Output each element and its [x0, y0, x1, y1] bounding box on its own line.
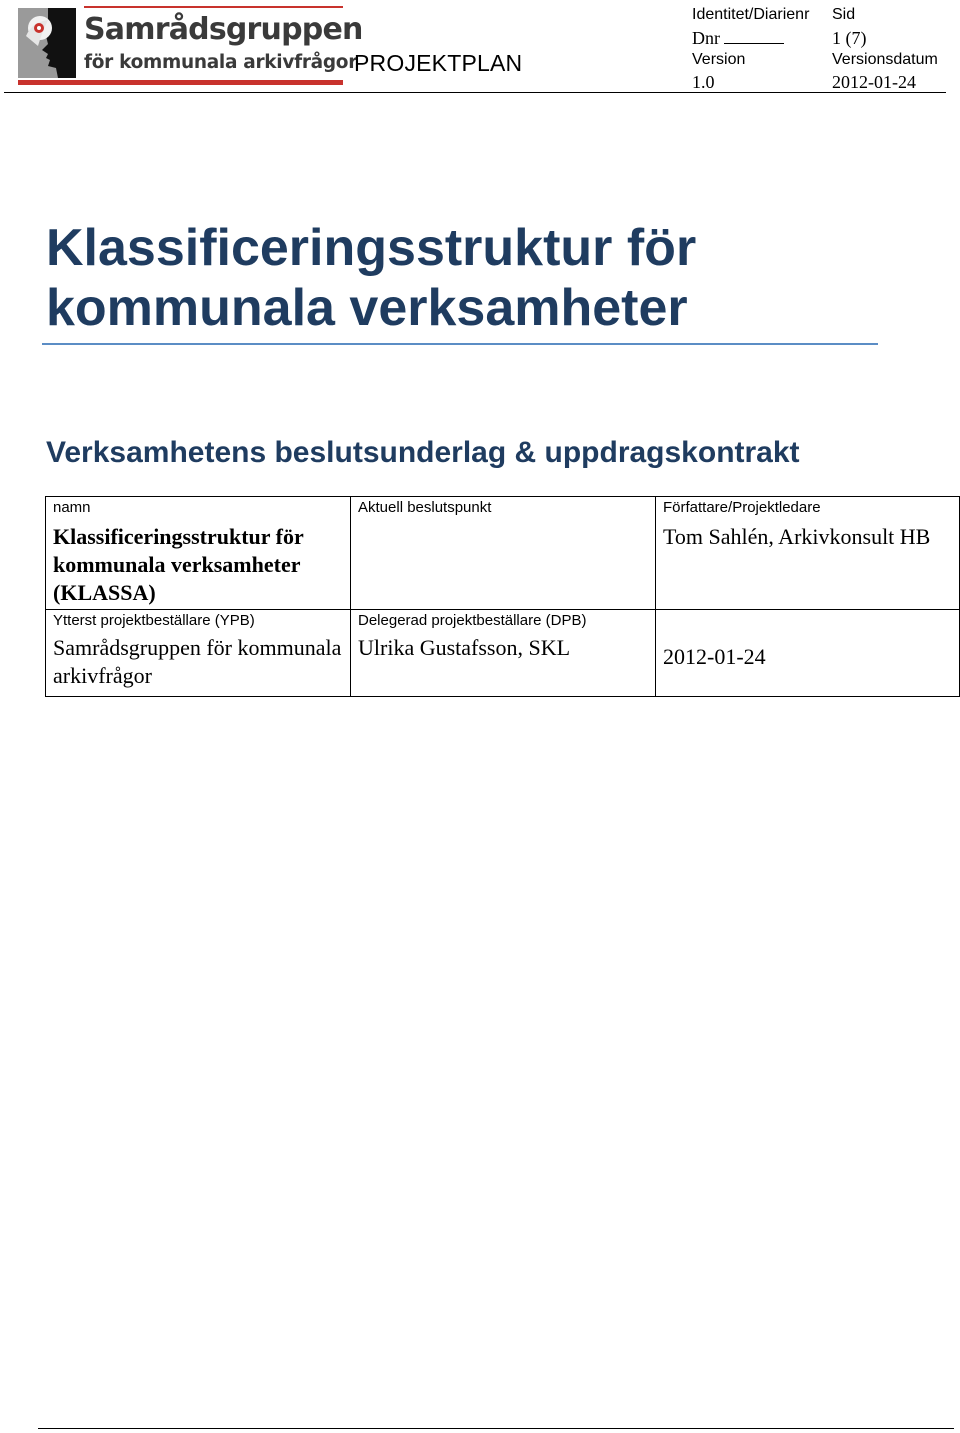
- page-number: 1 (7): [832, 28, 867, 48]
- ypb-value: Samrådsgruppen för kommunala arkivfrågor: [53, 635, 342, 688]
- logo-name: Samrådsgruppen: [84, 12, 363, 47]
- version-label: Version: [692, 51, 746, 68]
- version-date-label: Versionsdatum: [832, 51, 938, 68]
- version-number: 1.0: [692, 72, 715, 92]
- ypb-cell: [46, 610, 350, 697]
- date-cell: [656, 610, 960, 697]
- decision-point-cell: [351, 497, 655, 609]
- dpb-cell: [351, 610, 655, 697]
- project-info-table: [45, 496, 960, 697]
- dpb-value: Ulrika Gustafsson, SKL: [358, 635, 571, 660]
- document-type: PROJEKTPLAN: [354, 50, 523, 76]
- identity-label: Identitet/Diarienr: [692, 6, 810, 23]
- project-name-cell: [46, 497, 350, 609]
- footer-divider: [38, 1428, 954, 1429]
- logo-top-rule: [84, 6, 343, 8]
- decision-point-label: Aktuell beslutspunkt: [358, 499, 492, 516]
- dnr-field: [692, 28, 784, 49]
- author-label: Författare/Projektledare: [663, 499, 821, 516]
- page-label: Sid: [832, 6, 856, 23]
- organization-logo: [18, 6, 363, 86]
- document-subtitle: Verksamhetens beslutsunderlag & uppdragskontrakt: [46, 436, 800, 469]
- project-name-value: Klassificeringsstruktur för kommunala verksamheter (KLASSA): [53, 524, 304, 605]
- project-name-label: namn: [53, 499, 91, 516]
- dnr-blank-line: [724, 42, 784, 44]
- dpb-label: Delegerad projektbeställare (DPB): [358, 612, 587, 629]
- author-value: Tom Sahlén, Arkivkonsult HB: [663, 524, 931, 549]
- author-cell: [656, 497, 960, 609]
- logo-tagline: för kommunala arkivfrågor: [84, 52, 358, 73]
- ypb-label: Ytterst projektbeställare (YPB): [53, 612, 255, 629]
- dnr-label: Dnr: [692, 28, 720, 48]
- version-date: 2012-01-24: [832, 72, 916, 92]
- profile-head-icon: [18, 6, 82, 80]
- decision-date-value: 2012-01-24: [663, 644, 766, 669]
- title-divider: [42, 343, 878, 345]
- document-title: Klassificeringsstruktur för kommunala verksamheter: [46, 219, 697, 337]
- header-divider: [4, 92, 946, 93]
- logo-bottom-rule: [18, 80, 343, 85]
